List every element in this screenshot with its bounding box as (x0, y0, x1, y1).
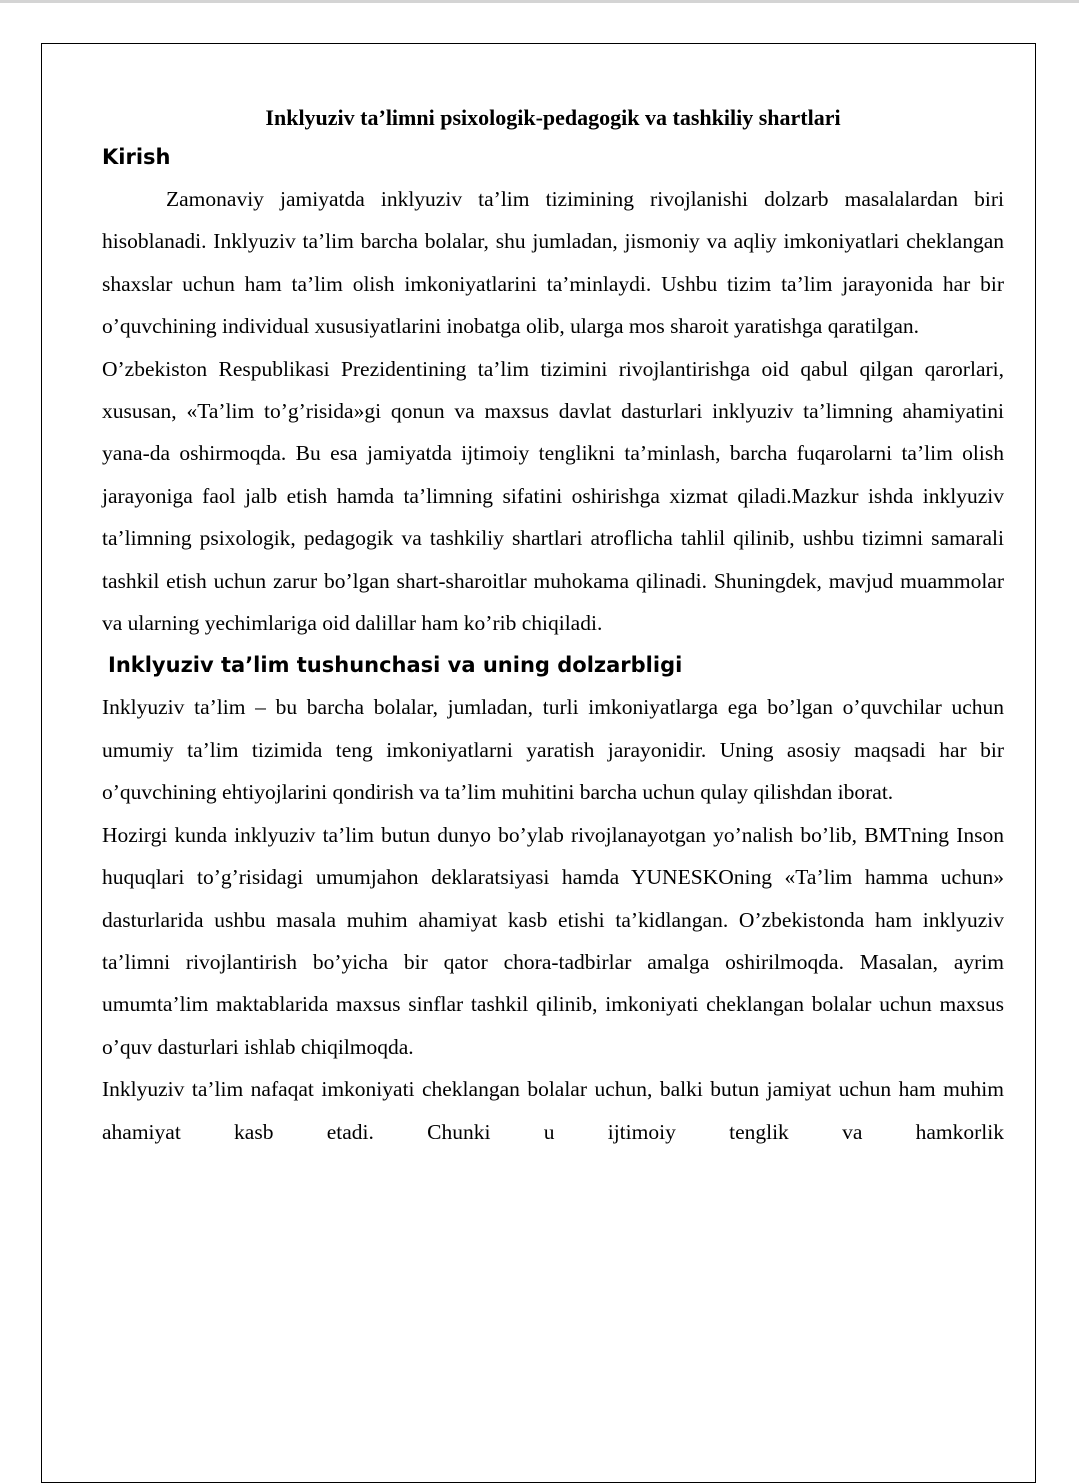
paragraph: Zamonaviy jamiyatda inklyuziv ta’lim tizimining rivojlanishi dolzarb masalalardan biri hisoblanadi. Inklyuziv ta’lim barcha bolalar, shu jumladan, jismoniy va aqliy imkoniyatlari cheklangan shaxslar uchun ham ta’lim olish imkoniyatlarini ta’minlaydi. Ushbu tizim ta’lim jarayonida har bir o’quvchining individual xususiyatlarini inobatga olib, ularga mos sharoit yaratishga qaratilgan. (102, 187, 1004, 339)
document-title: Inklyuziv ta’limni psixologik-pedagogik va tashkiliy shartlari (265, 105, 841, 130)
window-top-edge (0, 0, 1079, 3)
page-content (102, 100, 1004, 1153)
paragraph: Inklyuziv ta’lim nafaqat imkoniyati cheklangan bolalar uchun, balki butun jamiyat uchun ham muhim ahamiyat kasb etadi. Chunki u ijtimoiy tenglik va hamkorlik (102, 1077, 1004, 1144)
paragraph: O’zbekiston Respublikasi Prezidentining ta’lim tizimini rivojlantirishga oid qabul qilgan qarorlari, xususan, «Ta’lim to’g’risida»gi qonun va maxsus davlat dasturlari inklyuziv ta’limning ahamiyatini yana-da oshirmoqda. Bu esa jamiyatda ijtimoiy tenglikni ta’minlash, barcha fuqarolarni ta’lim olish jarayoniga faol jalb etish hamda ta’limning sifatini oshirishga xizmat qiladi.Mazkur ishda inklyuziv ta’limning psixologik, pedagogik va tashkiliy shartlari atroflicha tahlil qilinib, ushbu tizimni samarali tashkil etish uchun zarur bo’lgan shart-sharoitlar muhokama qilinadi. Shuningdek, mavjud muammolar va ularning yechimlariga oid dalillar ham ko’rib chiqiladi. (102, 356, 1004, 636)
paragraph: Inklyuziv ta’lim – bu barcha bolalar, jumladan, turli imkoniyatlarga ega bo’lgan o’quvchilar uchun umumiy ta’lim tizimida teng imkoniyatlarni yaratish jarayonidir. Uning asosiy maqsadi har bir o’quvchining ehtiyojlarini qondirish va ta’lim muhitini barcha uchun qulay qilishdan iborat. (102, 695, 1004, 805)
document-page (41, 43, 1036, 1483)
section-heading-kirish: Kirish (102, 145, 171, 169)
paragraph: Hozirgi kunda inklyuziv ta’lim butun dunyo bo’ylab rivojlanayotgan yo’nalish bo’lib, BMTning Inson huquqlari to’g’risidagi umumjahon deklaratsiyasi hamda YUNESKOning «Ta’lim hamma uchun» dasturlarida ushbu masala muhim ahamiyat kasb etishi ta’kidlangan. O’zbekistonda ham inklyuziv ta’limni rivojlantirish bo’yicha bir qator chora-tadbirlar amalga oshirilmoqda. Masalan, ayrim umumta’lim maktablarida maxsus sinflar tashkil qilinib, imkoniyati cheklangan bolalar uchun maxsus o’quv dasturlari ishlab chiqilmoqda. (102, 822, 1004, 1059)
section-heading-concept: Inklyuziv ta’lim tushunchasi va uning dolzarbligi (108, 653, 683, 678)
